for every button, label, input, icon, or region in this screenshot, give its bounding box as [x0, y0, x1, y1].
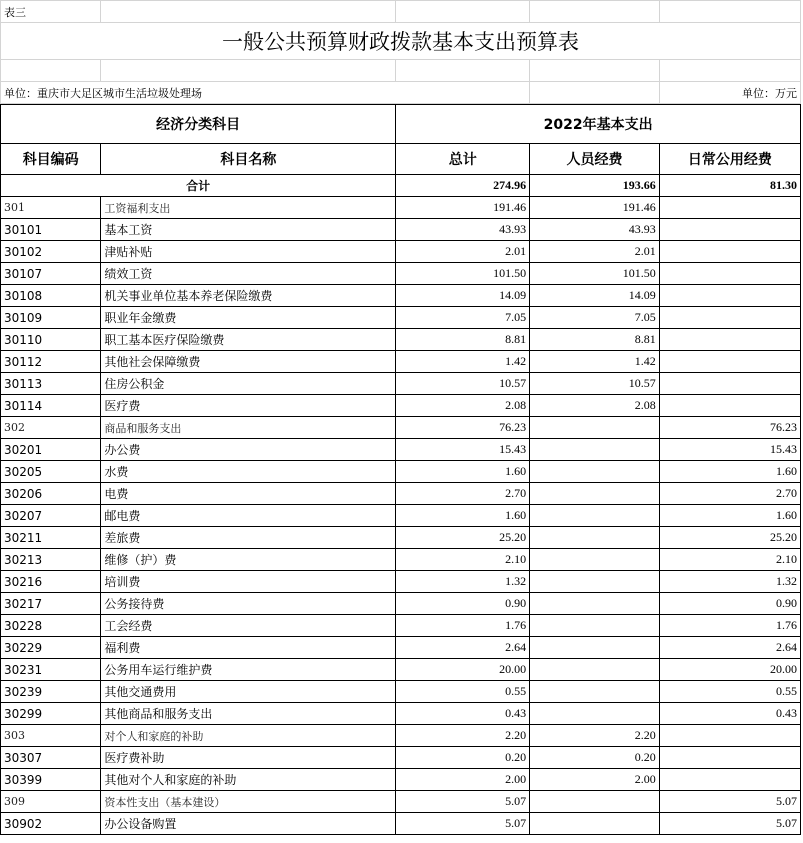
row-public	[659, 219, 800, 241]
table-row	[1, 439, 801, 461]
row-personnel: 0.20	[530, 747, 660, 769]
row-code: 30211	[1, 527, 101, 549]
page-title: 一般公共预算财政拨款基本支出预算表	[1, 23, 801, 60]
row-total: 1.76	[396, 615, 530, 637]
row-code: 30307	[1, 747, 101, 769]
row-personnel: 2.00	[530, 769, 660, 791]
row-personnel	[530, 593, 660, 615]
row-public: 1.32	[659, 571, 800, 593]
row-name: 资本性支出（基本建设）	[101, 791, 396, 813]
row-public: 2.10	[659, 549, 800, 571]
row-total: 5.07	[396, 813, 530, 835]
row-public	[659, 285, 800, 307]
table-row	[1, 417, 801, 439]
budget-table	[0, 104, 801, 835]
row-personnel: 10.57	[530, 373, 660, 395]
row-total: 2.01	[396, 241, 530, 263]
row-code: 30399	[1, 769, 101, 791]
row-code: 30113	[1, 373, 101, 395]
row-public	[659, 241, 800, 263]
table-row	[1, 549, 801, 571]
row-code: 309	[1, 791, 101, 813]
row-public: 5.07	[659, 813, 800, 835]
row-personnel: 191.46	[530, 197, 660, 219]
table-row	[1, 483, 801, 505]
row-personnel	[530, 549, 660, 571]
row-code: 30109	[1, 307, 101, 329]
row-name: 机关事业单位基本养老保险缴费	[101, 285, 396, 307]
table-row	[1, 197, 801, 219]
row-name: 福利费	[101, 637, 396, 659]
row-personnel: 2.01	[530, 241, 660, 263]
row-code: 30902	[1, 813, 101, 835]
row-total: 2.00	[396, 769, 530, 791]
header-group-classification: 经济分类科目	[1, 105, 396, 144]
row-total: 1.60	[396, 461, 530, 483]
row-name: 医疗费	[101, 395, 396, 417]
row-code: 303	[1, 725, 101, 747]
row-name: 绩效工资	[101, 263, 396, 285]
row-personnel: 7.05	[530, 307, 660, 329]
row-name: 邮电费	[101, 505, 396, 527]
row-name: 水费	[101, 461, 396, 483]
row-personnel	[530, 483, 660, 505]
header-public: 日常公用经费	[659, 144, 800, 175]
table-row	[1, 637, 801, 659]
row-public: 1.60	[659, 461, 800, 483]
row-personnel	[530, 527, 660, 549]
row-public	[659, 725, 800, 747]
row-total: 2.64	[396, 637, 530, 659]
row-name: 职工基本医疗保险缴费	[101, 329, 396, 351]
table-row	[1, 285, 801, 307]
table-row	[1, 329, 801, 351]
row-public	[659, 197, 800, 219]
row-public	[659, 769, 800, 791]
row-total: 2.20	[396, 725, 530, 747]
table-row	[1, 703, 801, 725]
row-public: 2.70	[659, 483, 800, 505]
row-personnel	[530, 791, 660, 813]
row-code: 30213	[1, 549, 101, 571]
row-name: 医疗费补助	[101, 747, 396, 769]
row-personnel: 14.09	[530, 285, 660, 307]
row-code: 30102	[1, 241, 101, 263]
row-public	[659, 395, 800, 417]
row-public: 1.76	[659, 615, 800, 637]
row-total: 25.20	[396, 527, 530, 549]
table-row	[1, 461, 801, 483]
row-name: 办公设备购置	[101, 813, 396, 835]
row-total: 2.08	[396, 395, 530, 417]
row-personnel: 101.50	[530, 263, 660, 285]
row-name: 其他对个人和家庭的补助	[101, 769, 396, 791]
total-public: 81.30	[659, 175, 800, 197]
row-personnel	[530, 813, 660, 835]
row-code: 30299	[1, 703, 101, 725]
row-total: 1.42	[396, 351, 530, 373]
row-name: 维修（护）费	[101, 549, 396, 571]
row-code: 30110	[1, 329, 101, 351]
table-row	[1, 747, 801, 769]
sheet-header-grid	[0, 0, 801, 104]
row-public	[659, 263, 800, 285]
table-row	[1, 527, 801, 549]
row-public	[659, 329, 800, 351]
row-public: 2.64	[659, 637, 800, 659]
row-total: 0.90	[396, 593, 530, 615]
table-row	[1, 241, 801, 263]
row-name: 电费	[101, 483, 396, 505]
row-personnel	[530, 461, 660, 483]
row-public: 76.23	[659, 417, 800, 439]
row-name: 工资福利支出	[101, 197, 396, 219]
table-row	[1, 813, 801, 835]
row-total: 0.20	[396, 747, 530, 769]
row-total: 5.07	[396, 791, 530, 813]
table-row	[1, 659, 801, 681]
row-total: 15.43	[396, 439, 530, 461]
row-public	[659, 373, 800, 395]
sheet-label: 表三	[1, 1, 101, 23]
row-total: 191.46	[396, 197, 530, 219]
row-public	[659, 351, 800, 373]
row-code: 30112	[1, 351, 101, 373]
row-public	[659, 747, 800, 769]
row-public: 0.55	[659, 681, 800, 703]
row-public: 1.60	[659, 505, 800, 527]
row-personnel	[530, 615, 660, 637]
row-code: 30207	[1, 505, 101, 527]
table-row	[1, 373, 801, 395]
row-public: 25.20	[659, 527, 800, 549]
row-code: 30201	[1, 439, 101, 461]
row-code: 301	[1, 197, 101, 219]
row-name: 职业年金缴费	[101, 307, 396, 329]
row-total: 8.81	[396, 329, 530, 351]
row-name: 差旅费	[101, 527, 396, 549]
table-row	[1, 571, 801, 593]
row-code: 30107	[1, 263, 101, 285]
row-public: 5.07	[659, 791, 800, 813]
unit-label-left: 单位：重庆市大足区城市生活垃圾处理场	[1, 82, 530, 104]
row-name: 其他社会保障缴费	[101, 351, 396, 373]
row-total: 10.57	[396, 373, 530, 395]
header-code: 科目编码	[1, 144, 101, 175]
row-code: 30231	[1, 659, 101, 681]
unit-label-right: 单位：万元	[659, 82, 800, 104]
row-personnel	[530, 571, 660, 593]
table-row	[1, 395, 801, 417]
row-total: 76.23	[396, 417, 530, 439]
header-group-expenditure: 2022年基本支出	[396, 105, 801, 144]
row-public: 0.90	[659, 593, 800, 615]
row-name: 对个人和家庭的补助	[101, 725, 396, 747]
row-public	[659, 307, 800, 329]
row-total: 2.10	[396, 549, 530, 571]
row-personnel	[530, 505, 660, 527]
row-name: 基本工资	[101, 219, 396, 241]
row-name: 公务用车运行维护费	[101, 659, 396, 681]
row-personnel: 1.42	[530, 351, 660, 373]
header-personnel: 人员经费	[530, 144, 660, 175]
row-code: 30217	[1, 593, 101, 615]
row-public: 15.43	[659, 439, 800, 461]
table-row	[1, 219, 801, 241]
row-code: 30114	[1, 395, 101, 417]
row-name: 其他商品和服务支出	[101, 703, 396, 725]
row-total: 101.50	[396, 263, 530, 285]
row-total: 2.70	[396, 483, 530, 505]
row-total: 14.09	[396, 285, 530, 307]
row-name: 住房公积金	[101, 373, 396, 395]
row-name: 办公费	[101, 439, 396, 461]
row-name: 工会经费	[101, 615, 396, 637]
total-label: 合计	[1, 175, 396, 197]
row-code: 30229	[1, 637, 101, 659]
table-row	[1, 725, 801, 747]
row-total: 43.93	[396, 219, 530, 241]
row-personnel	[530, 439, 660, 461]
table-row	[1, 769, 801, 791]
table-row	[1, 615, 801, 637]
header-total: 总计	[396, 144, 530, 175]
header-name: 科目名称	[101, 144, 396, 175]
row-personnel	[530, 703, 660, 725]
row-public: 20.00	[659, 659, 800, 681]
row-name: 商品和服务支出	[101, 417, 396, 439]
row-public: 0.43	[659, 703, 800, 725]
row-personnel	[530, 681, 660, 703]
row-total: 0.43	[396, 703, 530, 725]
table-row	[1, 681, 801, 703]
total-row	[1, 175, 801, 197]
row-total: 7.05	[396, 307, 530, 329]
row-personnel: 2.20	[530, 725, 660, 747]
row-personnel	[530, 659, 660, 681]
row-code: 302	[1, 417, 101, 439]
row-total: 0.55	[396, 681, 530, 703]
row-code: 30228	[1, 615, 101, 637]
table-row	[1, 263, 801, 285]
total-personnel: 193.66	[530, 175, 660, 197]
row-total: 20.00	[396, 659, 530, 681]
row-personnel	[530, 417, 660, 439]
row-personnel	[530, 637, 660, 659]
row-code: 30108	[1, 285, 101, 307]
row-code: 30216	[1, 571, 101, 593]
total-total: 274.96	[396, 175, 530, 197]
table-row	[1, 351, 801, 373]
table-row	[1, 791, 801, 813]
row-personnel: 43.93	[530, 219, 660, 241]
row-name: 其他交通费用	[101, 681, 396, 703]
row-code: 30205	[1, 461, 101, 483]
row-name: 公务接待费	[101, 593, 396, 615]
row-personnel: 8.81	[530, 329, 660, 351]
row-name: 津贴补贴	[101, 241, 396, 263]
row-total: 1.32	[396, 571, 530, 593]
row-name: 培训费	[101, 571, 396, 593]
row-code: 30206	[1, 483, 101, 505]
table-row	[1, 307, 801, 329]
table-row	[1, 593, 801, 615]
row-total: 1.60	[396, 505, 530, 527]
row-personnel: 2.08	[530, 395, 660, 417]
row-code: 30239	[1, 681, 101, 703]
row-code: 30101	[1, 219, 101, 241]
table-row	[1, 505, 801, 527]
